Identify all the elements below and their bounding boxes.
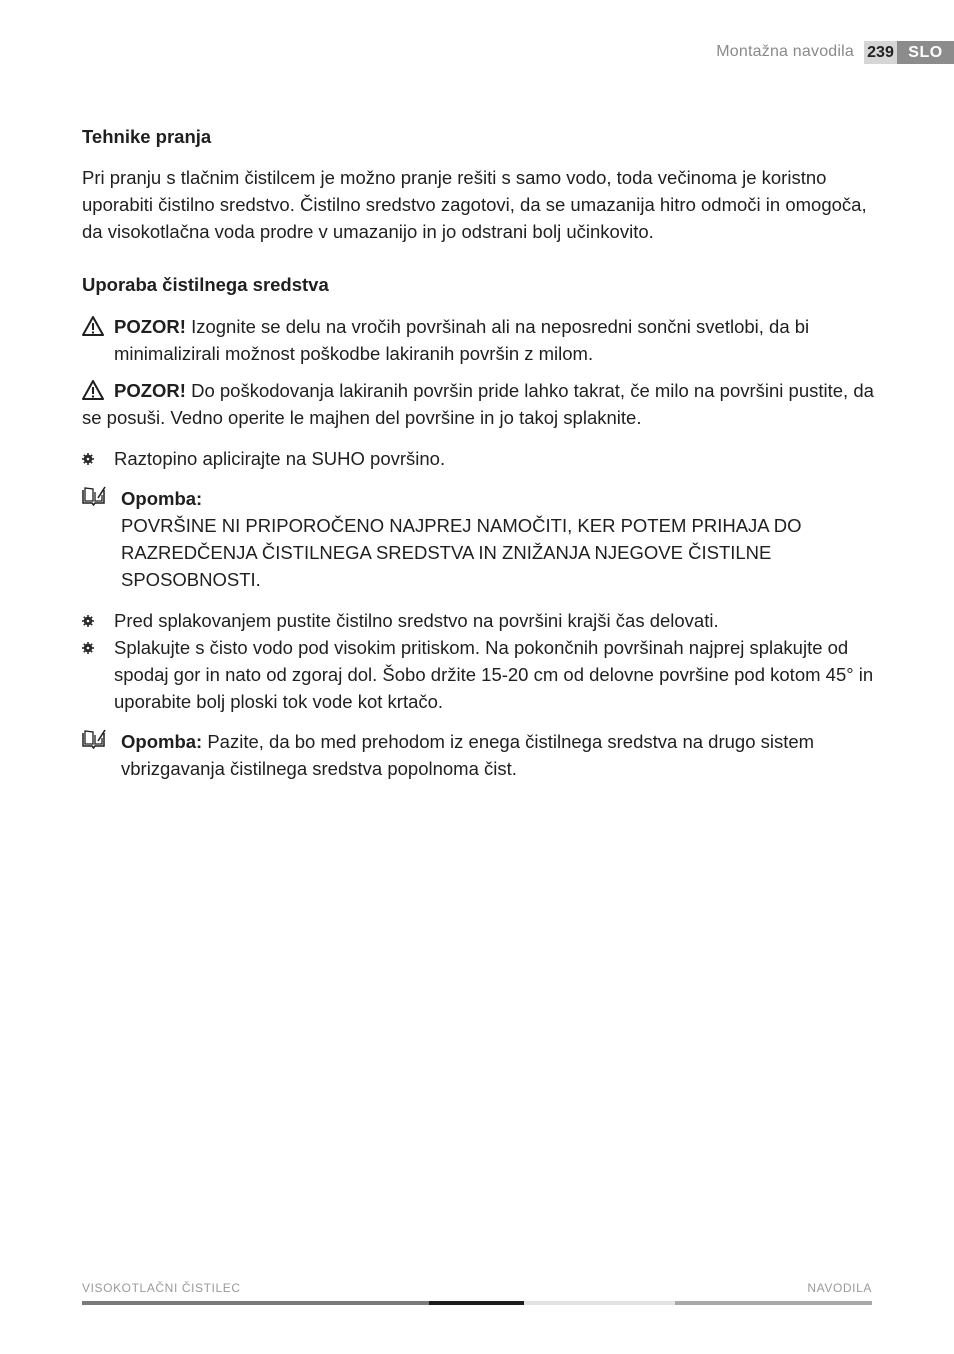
bullet-item — [82, 445, 877, 472]
warning-triangle-icon — [82, 315, 104, 337]
page-number: 239 — [864, 41, 897, 64]
warning-triangle-icon — [82, 379, 104, 401]
note-book-icon — [82, 729, 106, 749]
section-heading-techniques: Tehnike pranja — [82, 126, 212, 147]
bullet-item — [82, 607, 877, 634]
warning-2-text — [82, 377, 877, 431]
warning-1-body: Izognite se delu na vročih površinah ali na neposredni sončni svetlobi, da bi minimalizirali možnost poškodbe lakiranih površin z milom. — [114, 316, 810, 364]
note-2-body: Pazite, da bo med prehodom iz enega čistilnega sredstva na drugo sistem vbrizgavanja čistilnega sredstva popolnoma čist. — [121, 731, 815, 779]
warning-1-label: POZOR! — [114, 316, 186, 337]
warning-2 — [82, 377, 877, 431]
note-book-icon — [82, 486, 106, 506]
footer-bar-segment-1 — [82, 1301, 429, 1305]
footer-section-name: NAVODILA — [807, 1281, 872, 1295]
note-2 — [82, 728, 877, 782]
footer-product-name: VISOKOTLAČNI ČISTILEC — [82, 1281, 241, 1295]
bullet-1-text: Raztopino aplicirajte na SUHO površino. — [114, 448, 446, 469]
gear-bullet-icon — [82, 615, 94, 627]
footer-bar-segment-2 — [429, 1301, 524, 1305]
bullet-2-text: Pred splakovanjem pustite čistilno sredstvo na površini krajši čas delovati. — [114, 610, 719, 631]
language-badge: SLO — [897, 41, 954, 64]
note-1-text: POVRŠINE NI PRIPOROČENO NAJPREJ NAMOČITI, KER POTEM PRIHAJA DO RAZREDČENJA ČISTILNEGA SREDSTVA IN ZNIŽANJA NJEGOVE ČISTILNE SPOSOBNOSTI. — [121, 515, 802, 590]
warning-1-text — [114, 313, 877, 367]
footer-bar-segment-4 — [675, 1301, 872, 1305]
bullet-3-text: Splakujte s čisto vodo pod visokim pritiskom. Na pokončnih površinah najprej splakujte od spodaj gor in nato od zgoraj dol. Šobo držite 15-20 cm od delovne površine pod kotom 45° in uporabite bolj ploski tok vode kot krtačo. — [114, 637, 874, 712]
gear-bullet-icon — [82, 642, 94, 654]
note-2-text — [121, 728, 877, 782]
note-1-label-text: Opomba: — [121, 488, 203, 509]
note-1 — [82, 485, 877, 593]
section-heading-detergent: Uporaba čistilnega sredstva — [82, 274, 329, 295]
warning-1 — [82, 313, 877, 367]
techniques-paragraph: Pri pranju s tlačnim čistilcem je možno pranje rešiti s samo vodo, toda večinoma je koristno uporabiti čistilno sredstvo. Čistilno sredstvo zagotovi, da se umazanija hitro odmoči in omogoča, da visokotlačna voda prodre v umazanijo in jo odstrani bolj učinkovito. — [82, 167, 867, 242]
bullet-item — [82, 634, 877, 715]
warning-2-body: Do poškodovanja lakiranih površin pride lahko takrat, če milo na površini pustite, da se posuši. Vedno operite le majhen del površine in jo takoj splaknite. — [82, 380, 874, 428]
footer-bar-segment-3 — [524, 1301, 675, 1305]
header-title: Montažna navodila — [716, 43, 854, 60]
note-1-label — [121, 485, 877, 512]
gear-bullet-icon — [82, 453, 94, 465]
note-2-label: Opomba: — [121, 731, 203, 752]
page-content — [82, 124, 877, 782]
warning-2-label: POZOR! — [114, 380, 186, 401]
